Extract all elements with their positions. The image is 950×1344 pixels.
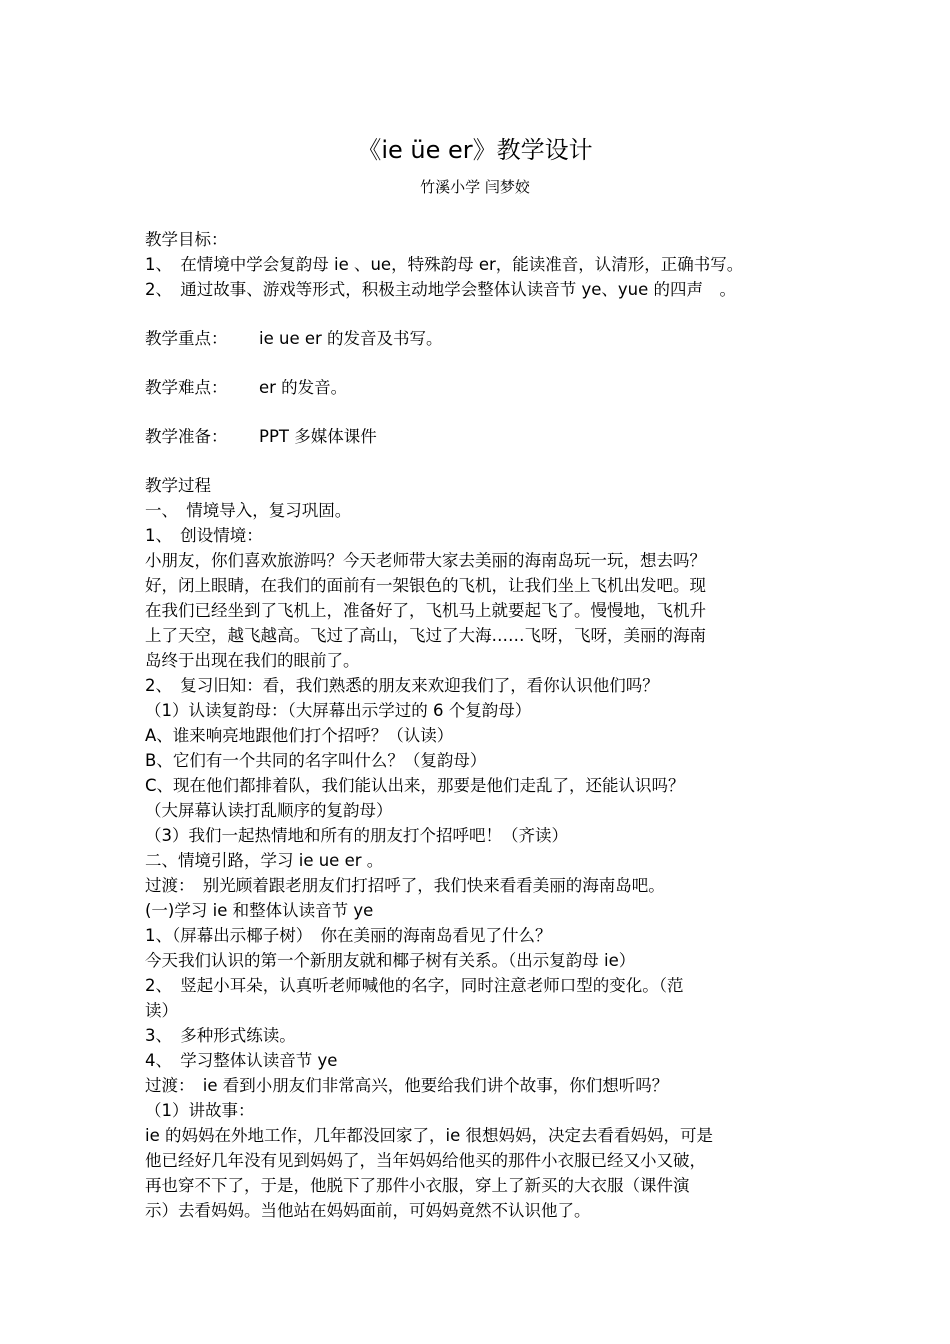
process-line: 2、 竖起小耳朵，认真听老师喊他的名字，同时注意老师口型的变化。（范 [145,976,684,995]
difficulties-value: er 的发音。 [259,378,348,397]
difficulties-field [145,375,825,400]
key-points-value: ie ue er 的发音及书写。 [259,329,443,348]
process-line: （1）认读复韵母：（大屏幕出示学过的 6 个复韵母） [145,701,532,720]
process-section [145,498,825,1223]
process-line: B、它们有一个共同的名字叫什么？（复韵母） [145,751,487,770]
objective-item: 1、 在情境中学会复韵母 ie 、ue，特殊韵母 er，能读准音，认清形，正确书写。 [145,255,744,274]
process-line: 再也穿不下了，于是，他脱下了那件小衣服，穿上了新买的大衣服（课件演 [145,1176,690,1195]
process-line: 3、 多种形式练读。 [145,1026,296,1045]
process-line: 4、 学习整体认读音节 ye [145,1051,338,1070]
process-line: C、现在他们都排着队，我们能认出来，那要是他们走乱了，还能认识吗？ [145,776,685,795]
process-line: 一、 情境导入，复习巩固。 [145,501,352,520]
document-body [145,227,825,1223]
process-line: ie 的妈妈在外地工作，几年都没回家了，ie 很想妈妈，决定去看看妈妈，可是 [145,1126,713,1145]
preparation-field [145,424,825,449]
process-line: 过渡： 别光顾着跟老朋友们打招呼了，我们快来看看美丽的海南岛吧。 [145,876,665,895]
difficulties-label: 教学难点： [145,378,228,397]
process-line: 2、 复习旧知：看，我们熟悉的朋友来欢迎我们了，看你认识他们吗？ [145,676,659,695]
process-line: （大屏幕认读打乱顺序的复韵母） [145,801,393,820]
process-line: （3）我们一起热情地和所有的朋友打个招呼吧！（齐读） [145,826,568,845]
process-line: 岛终于出现在我们的眼前了。 [145,651,360,670]
process-line: (一)学习 ie 和整体认读音节 ye [145,901,374,920]
process-line: （1）讲故事： [145,1101,255,1120]
key-points-label: 教学重点： [145,329,228,348]
process-line: 读） [145,1001,178,1020]
process-line: 1、（屏幕出示椰子树） 你在美丽的海南岛看见了什么？ [145,926,552,945]
process-line: 过渡： ie 看到小朋友们非常高兴，他要给我们讲个故事，你们想听吗？ [145,1076,669,1095]
key-points-field [145,326,825,351]
process-line: 1、 创设情境： [145,526,263,545]
process-line: 在我们已经坐到了飞机上，准备好了，飞机马上就要起飞了。慢慢地，飞机升 [145,601,706,620]
objectives-heading: 教学目标： [145,230,228,249]
preparation-label: 教学准备： [145,427,228,446]
objective-item: 2、 通过故事、游戏等形式，积极主动地学会整体认读音节 ye、yue 的四声 。 [145,280,737,299]
process-line: 示）去看妈妈。当他站在妈妈面前，可妈妈竟然不认识他了。 [145,1201,591,1220]
process-line: 好，闭上眼睛，在我们的面前有一架银色的飞机，让我们坐上飞机出发吧。现 [145,576,706,595]
process-line: 小朋友，你们喜欢旅游吗？今天老师带大家去美丽的海南岛玩一玩，想去吗？ [145,551,706,570]
process-line: 上了天空，越飞越高。飞过了高山，飞过了大海……飞呀，飞呀，美丽的海南 [145,626,706,645]
document-title: 《ie üe er》教学设计 [357,136,593,164]
process-heading: 教学过程 [145,476,211,495]
process-line: 二、情境引路，学习 ie ue er 。 [145,851,384,870]
process-line: 今天我们认识的第一个新朋友就和椰子树有关系。（出示复韵母 ie） [145,951,636,970]
process-line: 他已经好几年没有见到妈妈了，当年妈妈给他买的那件小衣服已经又小又破， [145,1151,706,1170]
document-author: 竹溪小学 闫梦姣 [420,178,530,196]
process-line: A、谁来响亮地跟他们打个招呼？（认读） [145,726,454,745]
preparation-value: PPT 多媒体课件 [259,427,377,446]
